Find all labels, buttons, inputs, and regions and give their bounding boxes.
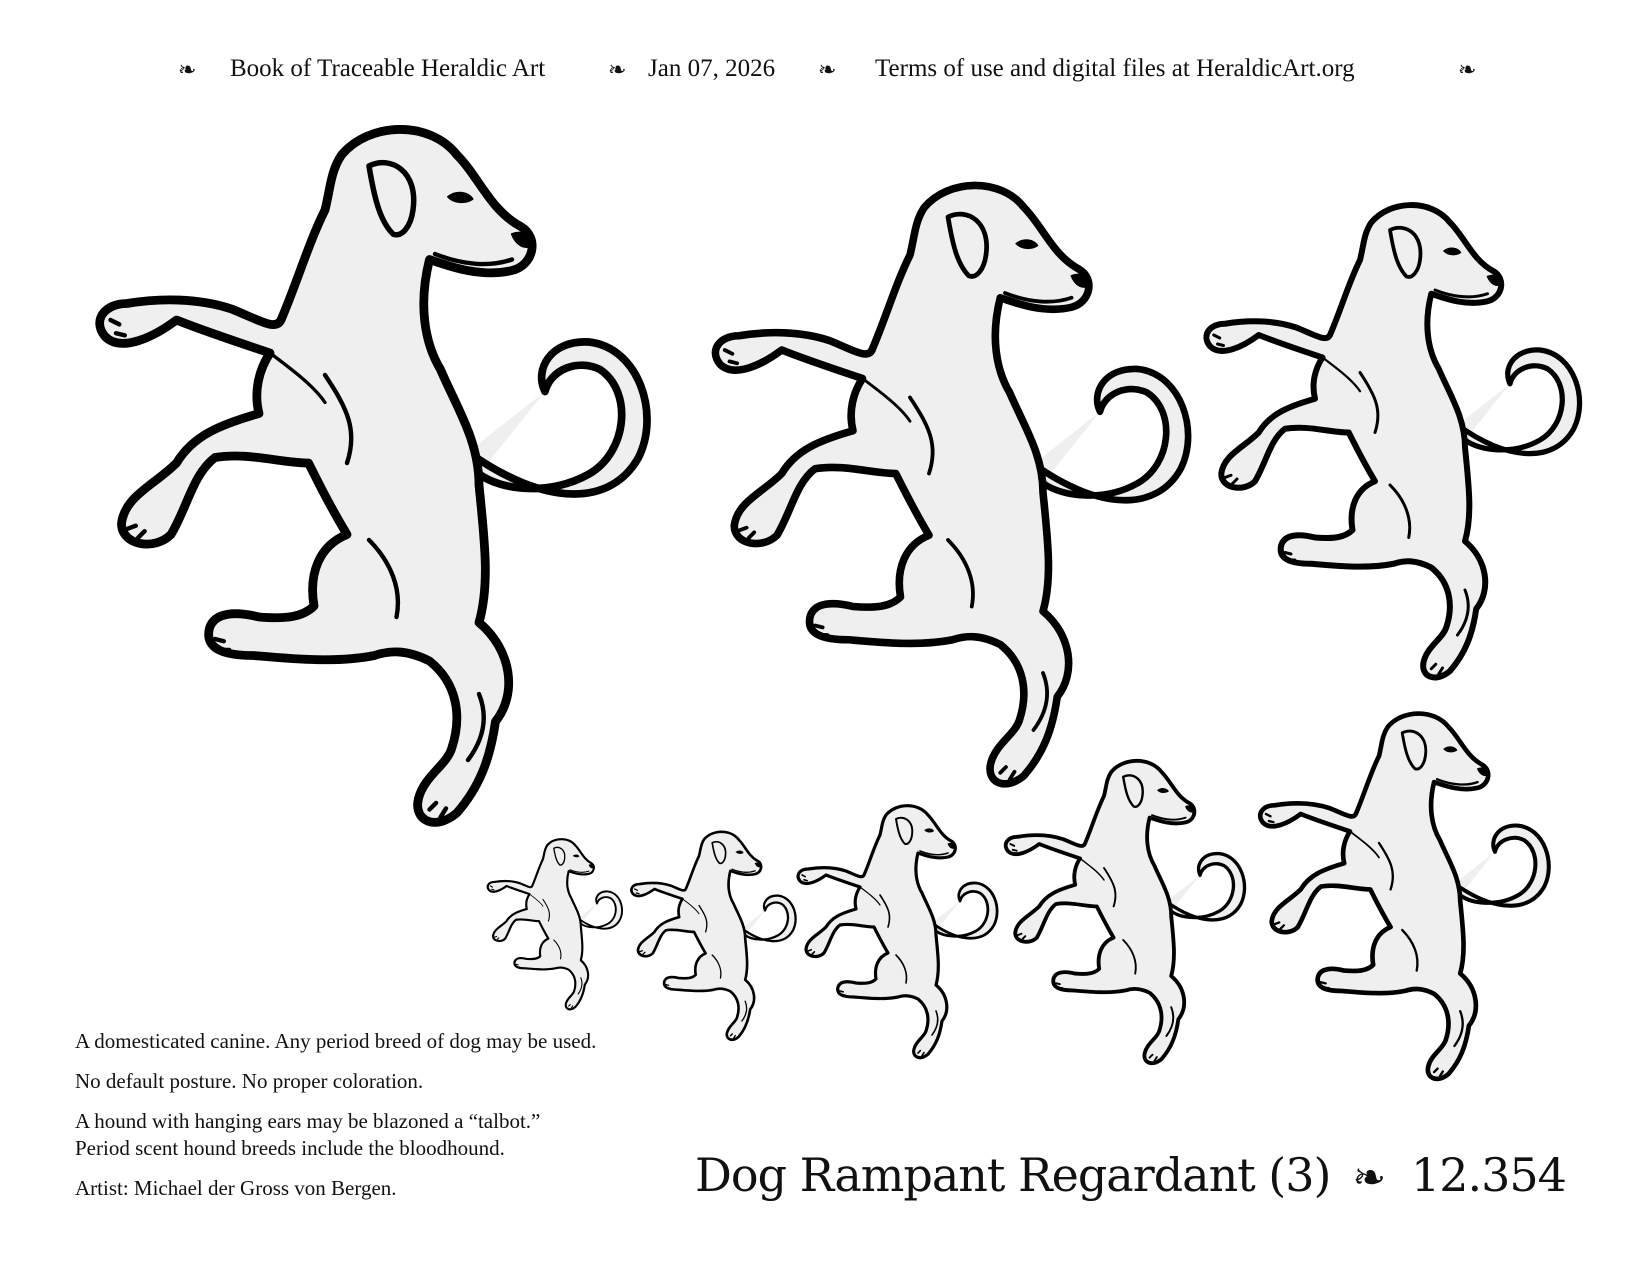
terms-link-text: Terms of use and digital files at HeraldicArt.org xyxy=(875,55,1355,82)
description-line: Period scent hound breeds include the bloodhound. xyxy=(75,1136,505,1160)
description-line: No default posture. No proper coloration. xyxy=(75,1069,424,1093)
description-line: A domesticated canine. Any period breed of dog may be used. xyxy=(75,1029,597,1053)
fleuron-ornament: ❧ xyxy=(1352,1155,1385,1201)
dog-figure-large xyxy=(100,129,647,822)
fleuron-ornament: ❧ xyxy=(1458,57,1477,82)
dog-figure-row-1 xyxy=(488,839,622,1009)
fleuron-ornament: ❧ xyxy=(818,57,837,82)
description-block xyxy=(75,1028,775,1215)
dog-figure-row-2 xyxy=(631,832,795,1040)
dog-figure-row-3 xyxy=(798,806,997,1058)
dog-figure-medium xyxy=(715,185,1188,783)
plate-number: 12.354 xyxy=(1410,1148,1566,1202)
description-paragraph xyxy=(75,1108,775,1162)
artist-credit: Artist: Michael der Gross von Bergen. xyxy=(75,1176,397,1200)
plate-name: Dog Rampant Regardant (3) xyxy=(695,1148,1331,1202)
dog-figure-row-4 xyxy=(1006,761,1245,1063)
plate-title xyxy=(695,1148,1566,1202)
dog-figure-medium-small xyxy=(1206,205,1579,677)
fleuron-ornament: ❧ xyxy=(608,57,627,82)
dog-figure-row-5 xyxy=(1260,714,1549,1079)
header-date: Jan 07, 2026 xyxy=(648,55,776,82)
book-title: Book of Traceable Heraldic Art xyxy=(230,55,546,82)
fleuron-ornament: ❧ xyxy=(178,57,197,82)
description-line: A hound with hanging ears may be blazoned a “talbot.” xyxy=(75,1109,541,1133)
